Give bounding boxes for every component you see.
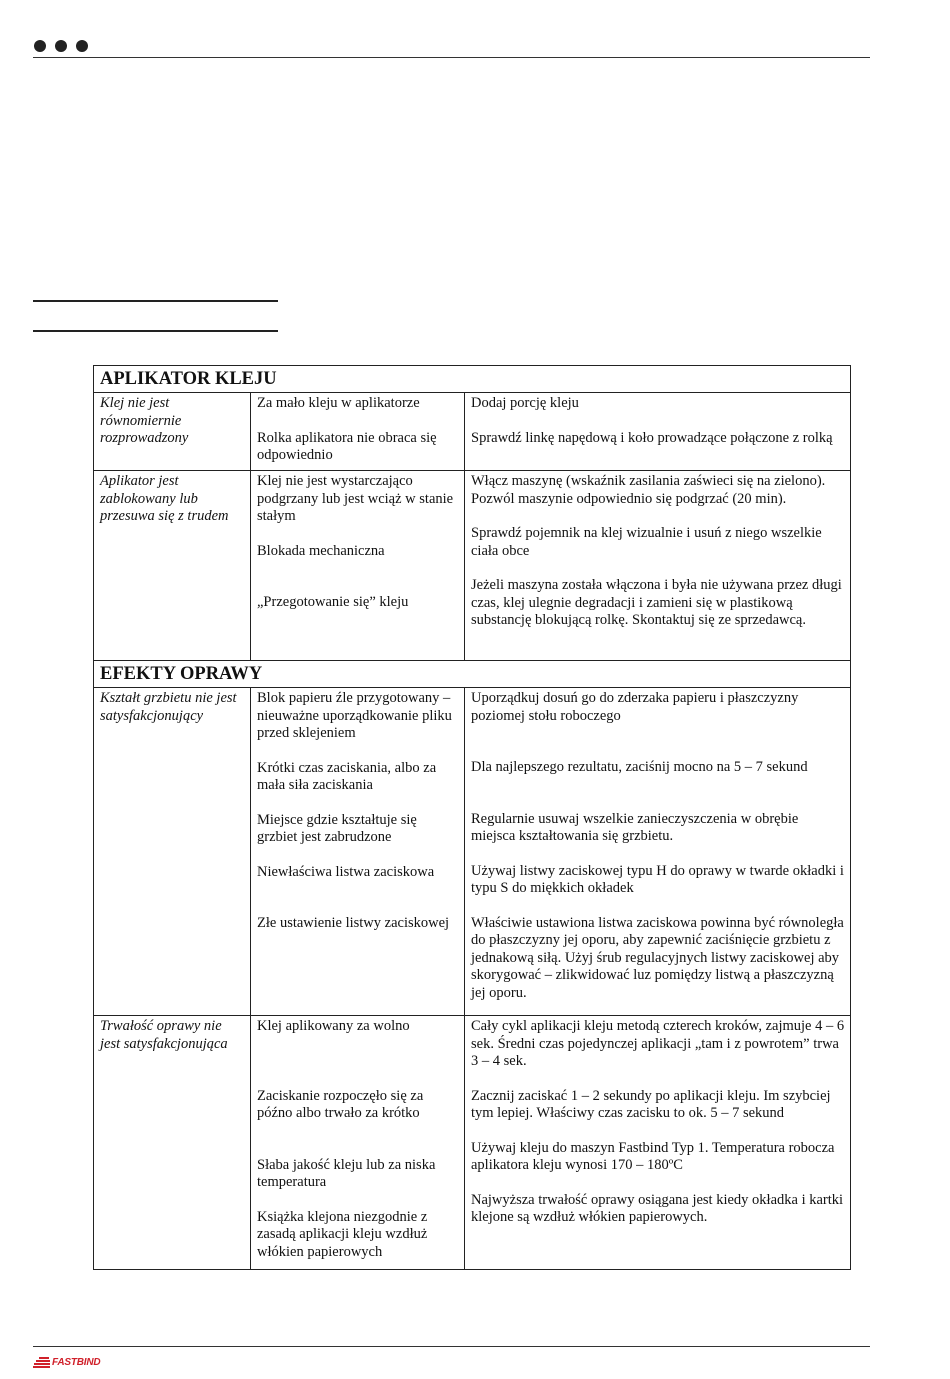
section-title: EFEKTY OPRAWY: [94, 661, 851, 688]
fastbind-logo-mark-icon: [33, 1356, 51, 1368]
cause-text: Rolka aplikatora nie obraca się odpowiednio: [257, 429, 437, 463]
cause-text: Za mało kleju w aplikatorze: [257, 395, 420, 411]
solution-text: Cały cykl aplikacji kleju metodą czterech kroków, zajmuje 4 – 6 sek. Średni czas pojedynczej aplikacji „tam i z powrotem” trwa 3 – 4 sek.: [471, 1018, 845, 1069]
cause-text: Blokada mechaniczna: [257, 542, 385, 559]
solution-text: Dla najlepszego rezultatu, zaciśnij mocno na 5 – 7 sekund: [471, 759, 808, 775]
section-header-row: [94, 366, 851, 393]
cause-text: Złe ustawienie listwy zaciskowej: [257, 915, 450, 931]
cause-text: Blok papieru źle przygotowany –nieuważne uporządkowanie pliku przed sklejeniem: [257, 690, 452, 741]
cause-text: Miejsce gdzie kształtuje się grzbiet jest zabrudzone: [257, 811, 417, 845]
problem-text: Trwałość oprawy nie jest satysfakcjonująca: [100, 1018, 228, 1052]
problem-text: Klej nie jest równomiernie rozprowadzony: [100, 395, 189, 446]
footer-rule: [33, 1346, 870, 1347]
problem-cell: [94, 471, 251, 661]
solution-text: Sprawdź pojemnik na klej wizualnie i usuń z niego wszelkie ciała obce: [471, 525, 822, 559]
problem-cell: [94, 1016, 251, 1270]
header-dot-icon: [76, 40, 88, 52]
solution-cell: [465, 688, 851, 1016]
problem-cell: [94, 393, 251, 471]
cause-text: Książka klejona niezgodnie z zasadą aplikacji kleju wzdłuż włókien papierowych: [257, 1208, 428, 1260]
problem-cell: [94, 688, 251, 1016]
header-rule: [33, 57, 870, 58]
cause-text: Słaba jakość kleju lub za niska temperatura: [257, 1156, 436, 1190]
fastbind-logo-text: FASTBIND: [52, 1356, 101, 1368]
problem-text: Aplikator jest zablokowany lub przesuwa się z trudem: [100, 473, 229, 524]
blank-line-1: [33, 300, 278, 302]
cause-cell: [251, 688, 465, 1016]
section-title: APLIKATOR KLEJU: [94, 366, 851, 393]
header-dot-icon: [34, 40, 46, 52]
table-row: [94, 688, 851, 1016]
cause-text: Klej nie jest wystarczająco podgrzany lub jest wciąż w stanie stałym: [257, 473, 454, 524]
solution-text: Jeżeli maszyna została włączona i była nie używana przez długi czas, klej ulegnie degradacji i zamieni się w plastikową substancję blokującą rolkę. Skontaktuj się ze sprzedawcą.: [471, 577, 842, 628]
solution-text: Dodaj porcję kleju: [471, 395, 579, 411]
solution-text: Sprawdź linkę napędową i koło prowadzące połączone z rolką: [471, 429, 833, 446]
solution-cell: [465, 471, 851, 661]
table-row: [94, 471, 851, 661]
cause-text: Zaciskanie rozpoczęło się za późno albo trwało za krótko: [257, 1087, 424, 1121]
section-header-row: [94, 661, 851, 688]
solution-text: Używaj listwy zaciskowej typu H do oprawy w twarde okładki i typu S do miękkich okładek: [471, 862, 844, 896]
cause-text: Klej aplikowany za wolno: [257, 1018, 410, 1034]
solution-text: Włącz maszynę (wskaźnik zasilania zaświeci się na zielono). Pozwól maszynie odpowiednio się podgrzać (20 min).: [471, 473, 826, 507]
table-row: [94, 1016, 851, 1270]
cause-text: Niewłaściwa listwa zaciskowa: [257, 863, 435, 880]
header-dots: [34, 40, 88, 52]
troubleshooting-table: [93, 365, 851, 1270]
header-dot-icon: [55, 40, 67, 52]
solution-text: Właściwie ustawiona listwa zaciskowa powinna być równoległa do płaszczyzny jej oporu, aby zapewnić zaciśnięcie grzbietu z jednakową siłą. Użyj śrub regulacyjnych listwy zaciskowej aby skorygować – zlikwidować luz pomiędzy listwą a płaszczyzną jej oporu.: [471, 914, 844, 1001]
solution-cell: [465, 393, 851, 471]
problem-text: Kształt grzbietu nie jest satysfakcjonujący: [100, 690, 237, 724]
blank-line-2: [33, 330, 278, 332]
solution-text: Zacznij zaciskać 1 – 2 sekundy po aplikacji kleju. Im szybciej tym lepiej. Właściwy czas zacisku to ok. 5 – 7 sekund: [471, 1087, 831, 1121]
table-row: [94, 393, 851, 471]
cause-cell: [251, 471, 465, 661]
solution-text: Najwyższa trwałość oprawy osiągana jest kiedy okładka i kartki klejone są wzdłuż włókien papierowych.: [471, 1191, 844, 1225]
solution-text: Używaj kleju do maszyn Fastbind Typ 1. Temperatura robocza aplikatora kleju wynosi 170 – 180ºC: [471, 1139, 835, 1173]
solution-text: Regularnie usuwaj wszelkie zanieczyszczenia w obrębie miejsca kształtowania się grzbietu.: [471, 810, 799, 844]
cause-text: „Przegotowanie się” kleju: [257, 594, 409, 610]
solution-cell: [465, 1016, 851, 1270]
cause-cell: [251, 393, 465, 471]
fastbind-logo: [33, 1356, 100, 1368]
cause-cell: [251, 1016, 465, 1270]
cause-text: Krótki czas zaciskania, albo za mała siła zaciskania: [257, 759, 437, 793]
solution-text: Uporządkuj dosuń go do zderzaka papieru i płaszczyzny poziomej stołu roboczego: [471, 690, 799, 724]
